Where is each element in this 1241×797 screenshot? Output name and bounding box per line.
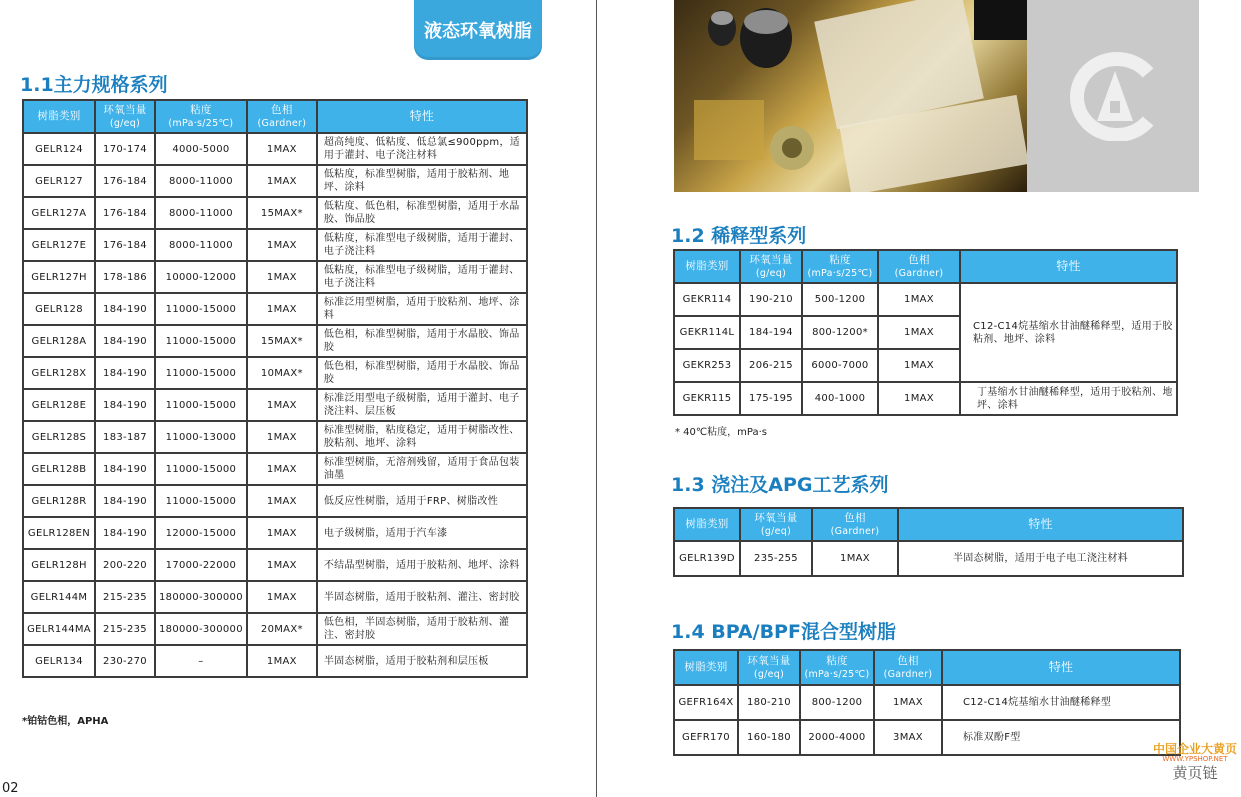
- cell-viscosity: 17000-22000: [156, 550, 246, 580]
- cell-viscosity: 8000-11000: [156, 166, 246, 196]
- footnote-1-2: * 40℃粘度，mPa·s: [675, 427, 767, 438]
- cell-feature: 标准泛用型树脂，适用于胶粘剂、地坪、涂料: [318, 294, 526, 324]
- cell-feature: C12-C14烷基缩水甘油醚稀释型: [943, 686, 1179, 719]
- cell-type: GELR144M: [24, 582, 94, 612]
- header-color: [879, 251, 959, 282]
- page-number: 02: [2, 781, 19, 796]
- cell-feature: 标准双酚F型: [943, 721, 1179, 754]
- header-color: [875, 651, 941, 684]
- cell-color: 3MAX: [875, 721, 941, 754]
- header-color-unit: (Gardner): [894, 267, 944, 279]
- cell-color: 1MAX: [248, 262, 316, 292]
- cell-feature: 丁基缩水甘油醚稀释型，适用于胶粘剂、地坪、涂料: [961, 383, 1176, 414]
- circuit-board-illustration: [674, 0, 1027, 192]
- table-row: [24, 134, 526, 164]
- table-row: [675, 721, 1179, 754]
- watermark-line2: WWW.YPSHOP.NET: [1162, 755, 1228, 763]
- cell-type: GELR128R: [24, 486, 94, 516]
- cell-type: GELR124: [24, 134, 94, 164]
- header-feature: 特性: [899, 509, 1182, 540]
- cell-viscosity: –: [156, 646, 246, 676]
- spec-table-main: [22, 99, 528, 678]
- cell-viscosity: 11000-15000: [156, 358, 246, 388]
- page-divider: [596, 0, 597, 797]
- cell-eew: 184-194: [741, 317, 801, 348]
- header-visc-label: 粘度: [826, 654, 848, 667]
- header-visc-label: 粘度: [829, 253, 851, 266]
- cell-eew: 184-190: [96, 294, 154, 324]
- cell-color: 1MAX: [879, 317, 959, 348]
- cell-viscosity: 2000-4000: [801, 721, 873, 754]
- cell-type: GEFR164X: [675, 686, 737, 719]
- cell-color: 1MAX: [248, 294, 316, 324]
- cell-color: 1MAX: [248, 166, 316, 196]
- cell-type: GELR127E: [24, 230, 94, 260]
- cell-type: GELR128EN: [24, 518, 94, 548]
- cell-feature: 电子级树脂，适用于汽车漆: [318, 518, 526, 548]
- cell-type: GELR128E: [24, 390, 94, 420]
- cell-eew: 235-255: [741, 542, 811, 575]
- cell-eew: 215-235: [96, 582, 154, 612]
- cell-viscosity: 800-1200*: [803, 317, 877, 348]
- table-row: [675, 542, 1182, 575]
- cell-eew: 184-190: [96, 390, 154, 420]
- cell-viscosity: 8000-11000: [156, 230, 246, 260]
- cell-eew: 160-180: [739, 721, 799, 754]
- cell-feature: 半固态树脂，适用于电子电工浇注材料: [899, 542, 1182, 575]
- cell-eew: 175-195: [741, 383, 801, 414]
- cell-type: GEKR114: [675, 284, 739, 315]
- cell-type: GELR128X: [24, 358, 94, 388]
- cell-type: GELR127: [24, 166, 94, 196]
- cell-viscosity: 11000-15000: [156, 294, 246, 324]
- cell-color: 1MAX: [248, 422, 316, 452]
- header-eew-label: 环氧当量: [749, 253, 793, 266]
- cell-type: GEKR114L: [675, 317, 739, 348]
- watermark-line1: 中国企业大黄页: [1152, 742, 1237, 756]
- cell-viscosity: 8000-11000: [156, 198, 246, 228]
- cell-eew: 176-184: [96, 198, 154, 228]
- table-row: [24, 390, 526, 420]
- header-visc-label: 粘度: [190, 103, 212, 116]
- table-row: [675, 383, 1176, 414]
- cell-type: GELR128S: [24, 422, 94, 452]
- cell-type: GELR144MA: [24, 614, 94, 644]
- cell-eew: 215-235: [96, 614, 154, 644]
- header-type: 树脂类别: [675, 251, 739, 282]
- table-row: [675, 686, 1179, 719]
- cell-eew: 183-187: [96, 422, 154, 452]
- header-eew-label: 环氧当量: [103, 103, 147, 116]
- header-eew-label: 环氧当量: [747, 654, 791, 667]
- header-type: 树脂类别: [675, 651, 737, 684]
- cell-type: GELR134: [24, 646, 94, 676]
- cell-eew: 184-190: [96, 486, 154, 516]
- table-row: [24, 230, 526, 260]
- header-eew-unit: (g/eq): [760, 525, 792, 537]
- company-logo-icon: [1053, 51, 1173, 141]
- logo-panel: [1027, 0, 1199, 192]
- cell-eew: 184-190: [96, 518, 154, 548]
- header-eew: [741, 251, 801, 282]
- header-color-unit: (Gardner): [883, 668, 933, 680]
- cell-color: 1MAX: [813, 542, 897, 575]
- cell-viscosity: 400-1000: [803, 383, 877, 414]
- cell-feature: 半固态树脂，适用于胶粘剂、灌注、密封胶: [318, 582, 526, 612]
- cell-viscosity: 800-1200: [801, 686, 873, 719]
- cell-type: GELR128H: [24, 550, 94, 580]
- cell-eew: 184-190: [96, 358, 154, 388]
- cell-color: 15MAX*: [248, 198, 316, 228]
- cell-color: 1MAX: [879, 350, 959, 381]
- header-feature: 特性: [318, 101, 526, 132]
- table-row: [24, 166, 526, 196]
- cell-color: 1MAX: [248, 134, 316, 164]
- cell-viscosity: 11000-15000: [156, 454, 246, 484]
- header-color-label: 色相: [844, 511, 866, 524]
- spec-table-diluted: [673, 249, 1178, 416]
- table-row: [24, 422, 526, 452]
- cell-viscosity: 180000-300000: [156, 582, 246, 612]
- cell-eew: 178-186: [96, 262, 154, 292]
- table-row: [24, 358, 526, 388]
- cell-feature: 半固态树脂，适用于胶粘剂和层压板: [318, 646, 526, 676]
- cell-viscosity: 500-1200: [803, 284, 877, 315]
- cell-eew: 206-215: [741, 350, 801, 381]
- cell-type: GEKR115: [675, 383, 739, 414]
- cell-feature: 标准型树脂，粘度稳定，适用于树脂改性、胶粘剂、地坪、涂料: [318, 422, 526, 452]
- header-feature: 特性: [943, 651, 1179, 684]
- header-eew-unit: (g/eq): [753, 668, 785, 680]
- section-title-1-3: 1.3 浇注及APG工艺系列: [671, 474, 889, 496]
- header-viscosity: [156, 101, 246, 132]
- header-color-unit: (Gardner): [257, 117, 307, 129]
- cell-viscosity: 10000-12000: [156, 262, 246, 292]
- header-tab: 液态环氧树脂: [414, 0, 542, 60]
- header-visc-unit: (mPa·s/25℃): [807, 267, 873, 279]
- cell-color: 1MAX: [248, 646, 316, 676]
- cell-eew: 184-190: [96, 326, 154, 356]
- cell-type: GEFR170: [675, 721, 737, 754]
- cell-color: 1MAX: [248, 518, 316, 548]
- cell-feature: 标准型树脂，无溶剂残留，适用于食品包装油墨: [318, 454, 526, 484]
- cell-feature: 低色相，标准型树脂，适用于水晶胶、饰品胶: [318, 326, 526, 356]
- table-row: [675, 284, 1176, 315]
- table-row: [24, 262, 526, 292]
- header-type: 树脂类别: [675, 509, 739, 540]
- cell-feature: 低色相，半固态树脂，适用于胶粘剂、灌注、密封胶: [318, 614, 526, 644]
- cell-color: 1MAX: [248, 550, 316, 580]
- cell-viscosity: 4000-5000: [156, 134, 246, 164]
- header-visc-unit: (mPa·s/25℃): [804, 668, 870, 680]
- cell-eew: 176-184: [96, 166, 154, 196]
- header-eew-unit: (g/eq): [755, 267, 787, 279]
- cell-feature: 低粘度，标准型电子级树脂，适用于灌封、电子浇注料: [318, 262, 526, 292]
- cell-type: GELR128B: [24, 454, 94, 484]
- cell-feature: 低反应性树脂，适用于FRP、树脂改性: [318, 486, 526, 516]
- header-eew: [739, 651, 799, 684]
- cell-feature: 低粘度，标准型树脂，适用于胶粘剂、地坪、涂料: [318, 166, 526, 196]
- cell-eew: 230-270: [96, 646, 154, 676]
- table-row: [24, 518, 526, 548]
- section-title-1-4: 1.4 BPA/BPF混合型树脂: [671, 621, 896, 643]
- cell-feature: 低粘度、低色相，标准型树脂，适用于水晶胶、饰品胶: [318, 198, 526, 228]
- cell-color: 1MAX: [248, 486, 316, 516]
- table-row: [24, 550, 526, 580]
- header-color-label: 色相: [271, 103, 293, 116]
- cell-color: 15MAX*: [248, 326, 316, 356]
- spec-table-bpa-bpf: [673, 649, 1181, 756]
- cell-viscosity: 12000-15000: [156, 518, 246, 548]
- cell-feature: 低粘度，标准型电子级树脂，适用于灌封、电子浇注料: [318, 230, 526, 260]
- table-row: [24, 454, 526, 484]
- cell-eew: 190-210: [741, 284, 801, 315]
- cell-type: GELR127A: [24, 198, 94, 228]
- spec-table-casting: [673, 507, 1184, 577]
- header-color: [248, 101, 316, 132]
- header-color-label: 色相: [908, 253, 930, 266]
- cell-eew: 184-190: [96, 454, 154, 484]
- header-type: 树脂类别: [24, 101, 94, 132]
- header-feature: 特性: [961, 251, 1176, 282]
- header-color-unit: (Gardner): [830, 525, 880, 537]
- cell-color: 20MAX*: [248, 614, 316, 644]
- cell-viscosity: 11000-15000: [156, 390, 246, 420]
- cell-feature: 不结晶型树脂，适用于胶粘剂、地坪、涂料: [318, 550, 526, 580]
- cell-color: 1MAX: [879, 383, 959, 414]
- header-eew: [96, 101, 154, 132]
- cell-color: 1MAX: [248, 390, 316, 420]
- watermark: [1150, 743, 1240, 781]
- cell-viscosity: 11000-13000: [156, 422, 246, 452]
- cell-color: 1MAX: [248, 582, 316, 612]
- cell-type: GEKR253: [675, 350, 739, 381]
- cell-eew: 176-184: [96, 230, 154, 260]
- cell-color: 1MAX: [248, 230, 316, 260]
- cell-viscosity: 180000-300000: [156, 614, 246, 644]
- section-title-1-1: 1.1主力规格系列: [20, 74, 168, 96]
- cell-type: GELR128A: [24, 326, 94, 356]
- header-eew: [741, 509, 811, 540]
- footnote-1-1: *铂钴色相，APHA: [22, 716, 109, 727]
- cell-feature: 低色相，标准型树脂，适用于水晶胶、饰品胶: [318, 358, 526, 388]
- header-eew-unit: (g/eq): [109, 117, 141, 129]
- table-row: [24, 646, 526, 676]
- watermark-line3: 黄页链: [1172, 764, 1218, 782]
- cell-color: 1MAX: [248, 454, 316, 484]
- cell-color: 1MAX: [875, 686, 941, 719]
- cell-type: GELR139D: [675, 542, 739, 575]
- header-viscosity: [801, 651, 873, 684]
- table-row: [24, 614, 526, 644]
- cell-eew: 170-174: [96, 134, 154, 164]
- cell-type: GELR127H: [24, 262, 94, 292]
- header-eew-label: 环氧当量: [754, 511, 798, 524]
- table-row: [24, 486, 526, 516]
- cell-type: GELR128: [24, 294, 94, 324]
- header-visc-unit: (mPa·s/25℃): [168, 117, 234, 129]
- section-title-1-2: 1.2 稀释型系列: [671, 225, 807, 247]
- cell-eew: 180-210: [739, 686, 799, 719]
- table-row: [24, 294, 526, 324]
- cell-eew: 200-220: [96, 550, 154, 580]
- header-viscosity: [803, 251, 877, 282]
- cell-feature: 超高纯度、低粘度、低总氯≤900ppm，适用于灌封、电子浇注材料: [318, 134, 526, 164]
- cell-color: 1MAX: [879, 284, 959, 315]
- header-color: [813, 509, 897, 540]
- circuit-board-photo: [674, 0, 1027, 192]
- cell-color: 10MAX*: [248, 358, 316, 388]
- table-row: [24, 198, 526, 228]
- cell-feature: C12-C14烷基缩水甘油醚稀释型，适用于胶粘剂、地坪、涂料: [961, 284, 1176, 381]
- cell-viscosity: 6000-7000: [803, 350, 877, 381]
- table-row: [24, 326, 526, 356]
- table-row: [24, 582, 526, 612]
- cell-viscosity: 11000-15000: [156, 486, 246, 516]
- header-color-label: 色相: [897, 654, 919, 667]
- cell-feature: 标准泛用型电子级树脂，适用于灌封、电子浇注料、层压板: [318, 390, 526, 420]
- cell-viscosity: 11000-15000: [156, 326, 246, 356]
